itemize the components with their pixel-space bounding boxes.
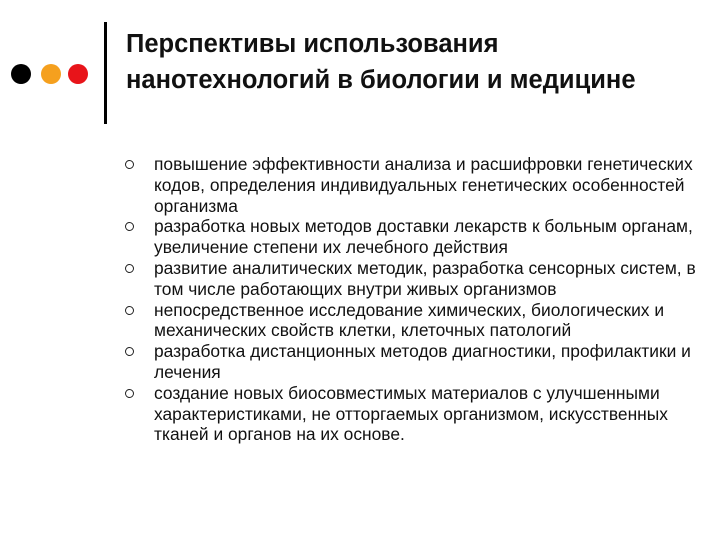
list-item (124, 341, 704, 383)
list-item (124, 383, 704, 445)
list-item-text: развитие аналитических методик, разработка сенсорных систем, в том числе работающих внутри живых организмов (154, 257, 696, 299)
circle-bullet-icon (125, 264, 134, 273)
list-item-text: создание новых биосовместимых материалов с улучшенными характеристиками, не отторгаемых организмом, искусственных тканей и органов на их основе. (154, 382, 668, 445)
circle-bullet-icon (125, 222, 134, 231)
circle-bullet-icon (125, 347, 134, 356)
list-item-text: непосредственное исследование химических, биологических и механических свойств клетки, клеточных патологий (154, 299, 665, 341)
list-item-text: разработка новых методов доставки лекарств к больным органам, увеличение степени их лечебного действия (154, 216, 693, 258)
bullet-list (124, 154, 704, 445)
red-dot-icon (68, 64, 88, 84)
orange-dot-icon (41, 64, 61, 84)
list-item (124, 154, 704, 216)
list-item (124, 258, 704, 300)
circle-bullet-icon (125, 306, 134, 315)
circle-bullet-icon (125, 160, 134, 169)
list-item-text: повышение эффективности анализа и расшифровки генетических кодов, определения индивидуальных генетических особенностей организма (154, 154, 693, 216)
title-divider-line (104, 22, 107, 124)
circle-bullet-icon (125, 389, 134, 398)
list-item (124, 300, 704, 342)
black-dot-icon (11, 64, 31, 84)
slide-title: Перспективы использования нанотехнологий в биологии и медицине (126, 30, 636, 94)
list-item (124, 216, 704, 258)
list-item-text: разработка дистанционных методов диагностики, профилактики и лечения (154, 341, 691, 382)
